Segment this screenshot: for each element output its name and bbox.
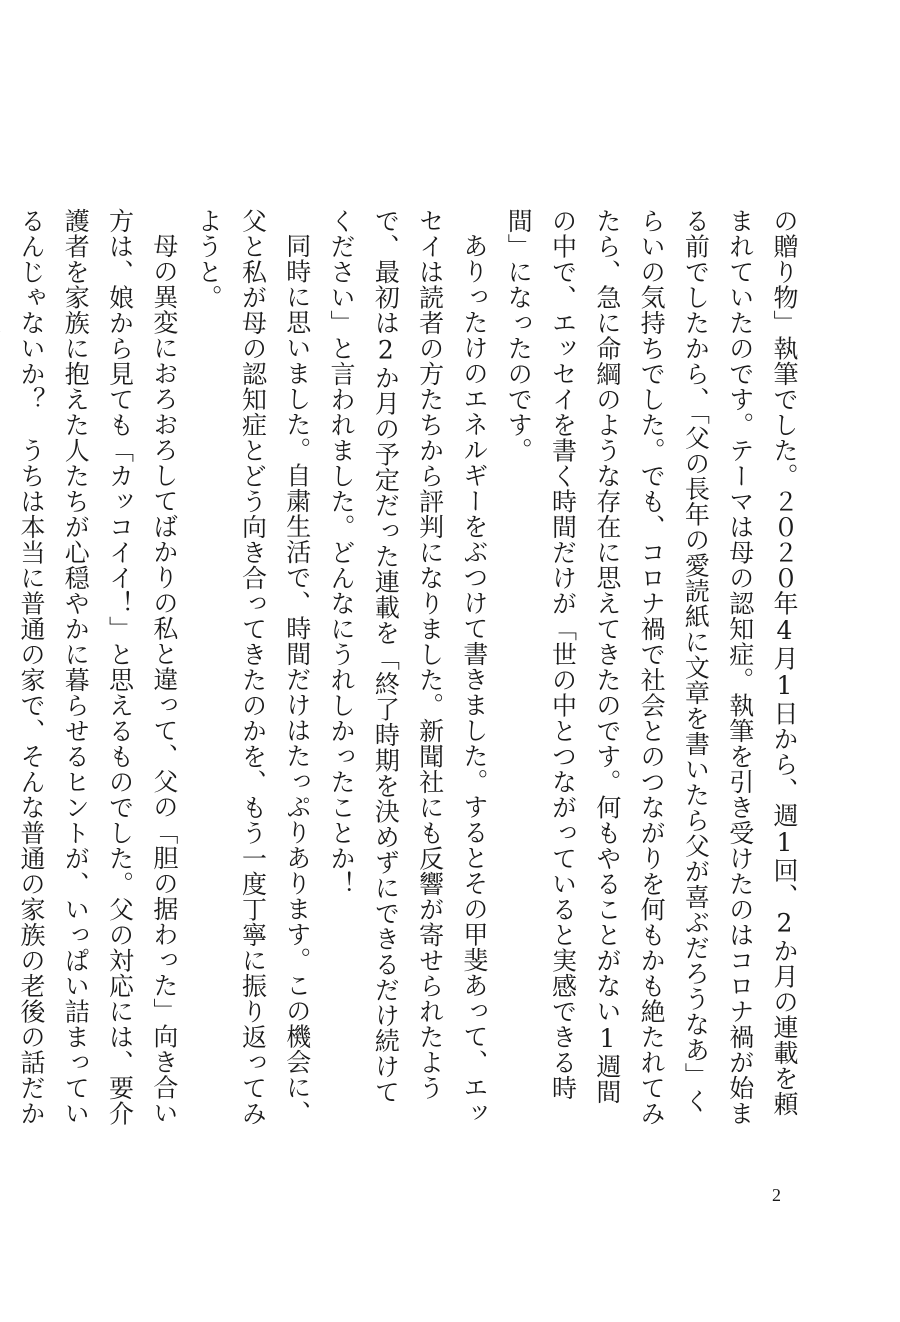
vertical-text-body <box>0 208 806 1128</box>
paragraph-3: 同時に思いました。自粛生活で、時間だけはたっぷりあります。この機会に、父と私が母の認知症とどう向き合ってきたのかを、もう一度丁寧に振り返ってみようと。 <box>194 208 312 1126</box>
page-number: 2 <box>772 1185 781 1205</box>
paragraph-4: 母の異変におろおろしてばかりの私と違って、父の「胆の据わった」向き合い方は、娘から見ても「カッコイイ！」と思えるものでした。父の対応には、要介護者を家族に抱えた人たちが心穏やかに暮らせるヒントが、いっぱい詰まっているんじゃないか？ うちは本当に普通の家で、そんな普通の家族の老後の話だか <box>16 208 179 1126</box>
paragraph-1: の贈り物」執筆でした。２０２０年4月1日から、週1回、2か月の連載を頼まれていたのです。テーマは母の認知症。執筆を引き受けたのはコロナ禍が始まる前でしたから、「父の長年の愛読紙に文章を書いたら父が喜ぶだろうなあ」くらいの気持ちでした。でも、コロナ禍で社会とのつながりを何もかも絶たれてみたら、急に命綱のような存在に思えてきたのです。何もやることがない1週間の中で、エッセイを書く時間だけが「世の中とつながっていると実感できる時間」になったのです。 <box>504 208 799 1126</box>
paragraph-2: ありったけのエネルギーをぶつけて書きました。するとその甲斐あって、エッセイは読者の方たちから評判になりました。新聞社にも反響が寄せられたようで、最初は2か月の予定だった連載を「終了時期を決めずにできるだけ続けてください」と言われました。どんなにうれしかったことか！ <box>327 208 489 1126</box>
